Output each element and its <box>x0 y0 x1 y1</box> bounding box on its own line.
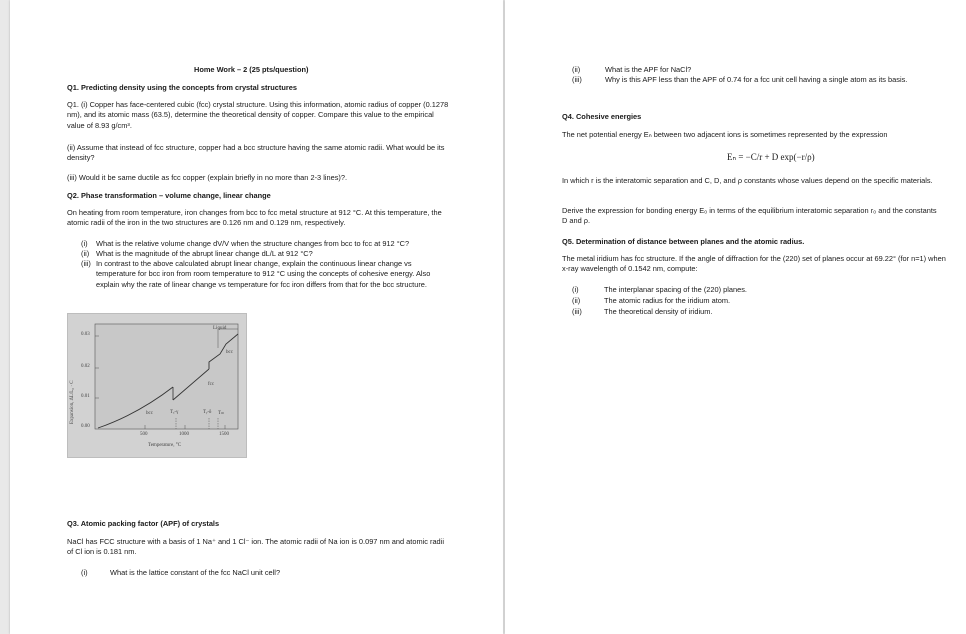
thermal-expansion-figure <box>67 313 247 458</box>
q4-where: In which r is the interatomic separation and C, D, and ρ constants whose values depend on the specific materials. <box>562 176 933 185</box>
figure-label-t-melting: Tₘ <box>218 411 225 416</box>
document-page-2 <box>505 0 966 634</box>
q5-item-text: The interplanar spacing of the (220) planes. <box>604 285 747 294</box>
q2-heading: Q2. Phase transformation – volume change, linear change <box>67 191 271 200</box>
q4-heading: Q4. Cohesive energies <box>562 112 642 121</box>
q1-part-ii: (ii) Assume that instead of fcc structure, copper had a bcc structure having the same atomic radii. What would be its density? <box>67 143 445 163</box>
q1-part-iii: (iii) Would it be same ductile as fcc copper (explain briefly in no more than 2-3 lines)?. <box>67 173 348 182</box>
q5-intro: The metal iridium has fcc structure. If the angle of diffraction for the (220) set of planes occur at 69.22° (for n=1) when x-ray wavelength of 0.1542 nm, compute: <box>562 254 946 274</box>
q5-item-num: (ii) <box>572 296 581 305</box>
q3-intro: NaCl has FCC structure with a basis of 1 Na⁺ and 1 Cl⁻ ion. The atomic radii of Na ion is 0.097 nm and atomic radii of Cl ion is 0.181 nm. <box>67 537 444 557</box>
q3-item-num: (ii) <box>572 65 581 74</box>
homework-title: Home Work – 2 (25 pts/question) <box>194 65 309 74</box>
q4-equation: Eₙ = −C/r + D exp(−r/ρ) <box>727 152 815 162</box>
figure-ytick: 0.03 <box>81 332 90 337</box>
q3-item-text: What is the lattice constant of the fcc NaCl unit cell? <box>110 568 281 577</box>
q2-item-num: (ii) <box>81 249 90 258</box>
q4-intro: The net potential energy Eₙ between two adjacent ions is sometimes represented by the expression <box>562 130 888 139</box>
q5-heading: Q5. Determination of distance between planes and the atomic radius. <box>562 237 805 246</box>
q3-item-num: (iii) <box>572 75 582 84</box>
q3-item-text: Why is this APF less than the APF of 0.74 for a fcc unit cell having a single atom as its basis. <box>605 75 908 84</box>
q2-item-text: What is the relative volume change dV/V when the structure changes from bcc to fcc at 912 °C? <box>96 239 410 248</box>
figure-label-bcc-low: bcc <box>146 411 153 416</box>
q2-item-text: In contrast to the above calculated abrupt linear change, explain the continuous linear change vs temperature for bcc iron from room temperature to 912 °C using the concepts of cohesive energy. Also explain why the rate of linear change vs temperature for fcc iron differs from that for the bcc structure. <box>96 259 431 289</box>
q2-item-num: (iii) <box>81 259 91 268</box>
figure-xtick: 1500 <box>219 432 229 437</box>
figure-ytick: 0.01 <box>81 394 90 399</box>
figure-xlabel: Temperature, °C <box>148 443 182 448</box>
q5-item-text: The atomic radius for the iridium atom. <box>604 296 731 305</box>
q5-item-num: (i) <box>572 285 579 294</box>
q2-intro: On heating from room temperature, iron changes from bcc to fcc metal structure at 912 °C. At this temperature, the atomic radii of the iron in the two structures are 0.126 nm and 0.129 nm, respectively. <box>67 208 442 228</box>
figure-xtick: 500 <box>140 432 148 437</box>
q3-item-num: (i) <box>81 568 88 577</box>
figure-xtick: 1000 <box>179 432 189 437</box>
figure-label-liquid: Liquid <box>213 326 227 331</box>
figure-label-fcc: fcc <box>208 382 215 387</box>
document-page-1 <box>10 0 503 634</box>
figure-ylabel: Expansion, ΔL/L₀ · C <box>70 380 75 424</box>
q1-heading: Q1. Predicting density using the concepts from crystal structures <box>67 83 297 92</box>
q5-item-text: The theoretical density of iridium. <box>604 307 713 316</box>
q2-item-text: What is the magnitude of the abrupt linear change dL/L at 912 °C? <box>96 249 313 258</box>
figure-label-bcc-top: bcc <box>226 350 233 355</box>
figure-label-t-alpha-gamma: Tₐ-γ <box>170 410 179 415</box>
q1-part-i: Q1. (i) Copper has face-centered cubic (fcc) crystal structure. Using this information, atomic radius of copper (0.1278 nm), and its atomic mass (63.5), determine the theoretical density of copper. Compare this value to the empirical value of 8.93 g/cm³. <box>67 100 449 130</box>
q3-heading: Q3. Atomic packing factor (APF) of crystals <box>67 519 220 528</box>
q4-derive: Derive the expression for bonding energy E₀ in terms of the equilibrium interatomic separation r₀ and the constants D and ρ. <box>562 206 937 226</box>
q5-item-num: (iii) <box>572 307 582 316</box>
q2-item-num: (i) <box>81 239 88 248</box>
figure-label-t-gamma-delta: Tᵧ-δ <box>203 410 212 415</box>
figure-ytick: 0.00 <box>81 424 90 429</box>
figure-ytick: 0.02 <box>81 364 90 369</box>
q3-item-text: What is the APF for NaCl? <box>605 65 692 74</box>
